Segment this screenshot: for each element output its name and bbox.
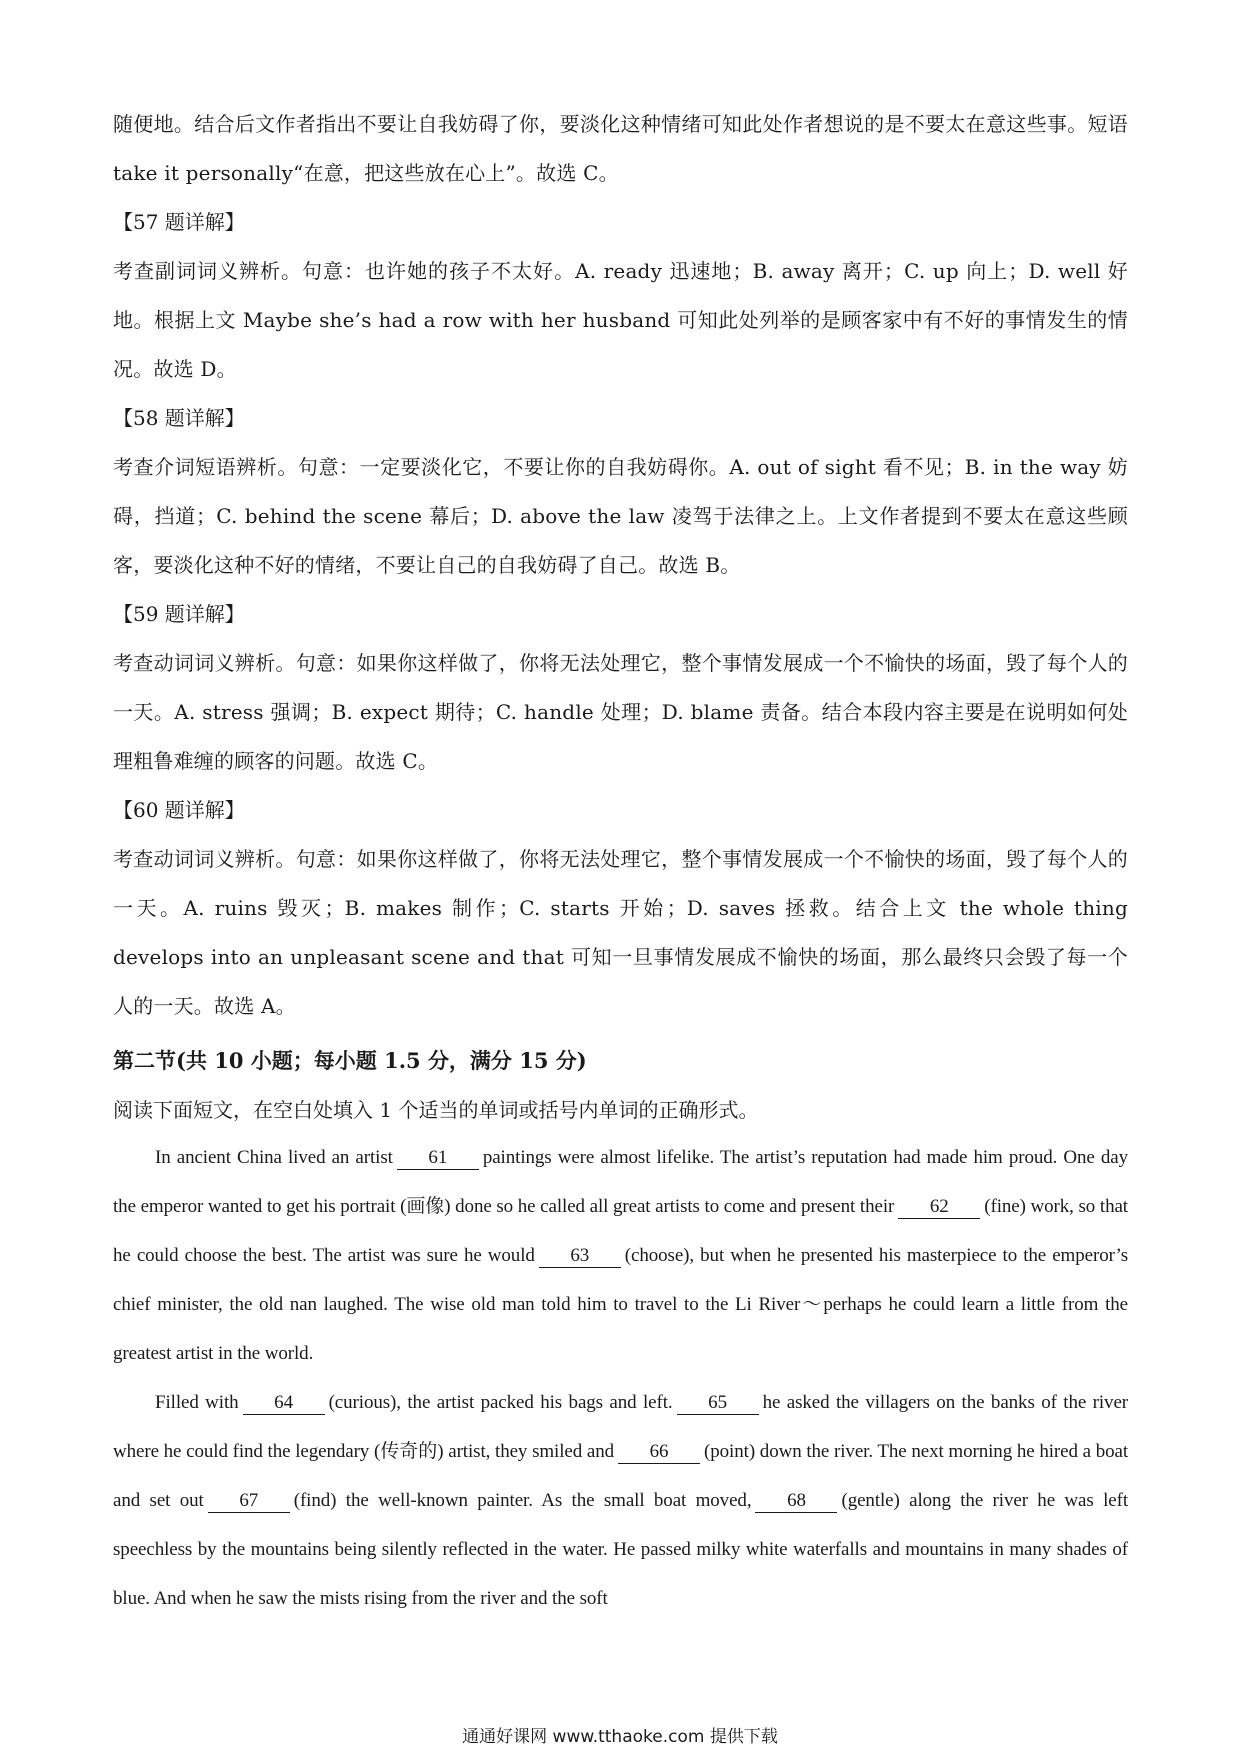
passage-text: In ancient China lived an artist xyxy=(155,1147,393,1168)
passage-text: (choose), but when he presented his masterpiece to the emperor’s chief minister, the old nan laughed. The wise old man told him to travel to the Li River～perhaps he could learn a little from the greatest artist in the world. xyxy=(113,1245,1128,1364)
passage-text: he asked the villagers on the banks of the river where he could find the legendary (传奇的) artist, they smiled and xyxy=(113,1392,1128,1462)
passage-text: (point) down the river. The next morning he hired a boat and set out xyxy=(113,1441,1129,1511)
passage-paragraph-1 xyxy=(113,1133,1128,1378)
section-title: 第二节(共 10 小题；每小题 1.5 分，满分 15 分) xyxy=(113,1048,587,1073)
q57-explanation: 考查副词词义辨析。句意：也许她的孩子不太好。A. ready 迅速地；B. away 离开；C. up 向上；D. well 好地。根据上文 Maybe she’s had a row with her husband 可知此处列举的是顾客家中有不好的事情发生的情况。故选 D。 xyxy=(113,259,1128,381)
document-page xyxy=(113,100,1128,1623)
passage-paragraph-2 xyxy=(113,1378,1128,1623)
passage-text: (gentle) along the river he was left speechless by the mountains being silently reflected in the water. He passed milky white waterfalls and mountains in many shades of blue. And when he saw the mists rising from the river and the soft xyxy=(113,1490,1128,1609)
blank-61: 61 xyxy=(397,1147,479,1170)
passage-text: paintings were almost lifelike. The artist’s reputation had made him proud. One day the emperor wanted to get his portrait (画像) done so he called all great artists to come and present their xyxy=(113,1147,1128,1217)
q59-heading: 【59 题详解】 xyxy=(113,602,245,626)
passage-text: Filled with xyxy=(155,1392,239,1413)
blank-67: 67 xyxy=(208,1490,290,1513)
q58-explanation: 考查介词短语辨析。句意：一定要淡化它，不要让你的自我妨碍你。A. out of sight 看不见；B. in the way 妨碍，挡道；C. behind the scene 幕后；D. above the law 凌驾于法律之上。上文作者提到不要太在意这些顾客，要淡化这种不好的情绪，不要让自己的自我妨碍了自己。故选 B。 xyxy=(113,455,1128,577)
passage-text: (find) the well-known painter. As the small boat moved, xyxy=(293,1490,752,1511)
q59-explanation: 考查动词词义辨析。句意：如果你这样做了，你将无法处理它，整个事情发展成一个不愉快的场面，毁了每个人的一天。A. stress 强调；B. expect 期待；C. handle 处理；D. blame 责备。结合本段内容主要是在说明如何处理粗鲁难缠的顾客的问题。故选 C。 xyxy=(113,651,1128,773)
blank-62: 62 xyxy=(898,1196,980,1219)
blank-63: 63 xyxy=(539,1245,621,1268)
q57-heading: 【57 题详解】 xyxy=(113,210,245,234)
footer-watermark: 通通好课网 www.tthaoke.com 提供下载 xyxy=(462,1727,778,1747)
blank-66: 66 xyxy=(618,1441,700,1464)
q60-heading: 【60 题详解】 xyxy=(113,798,245,822)
section-instruction: 阅读下面短文，在空白处填入 1 个适当的单词或括号内单词的正确形式。 xyxy=(113,1098,759,1122)
blank-64: 64 xyxy=(243,1392,325,1415)
blank-65: 65 xyxy=(677,1392,759,1415)
q56-explanation-tail: 随便地。结合后文作者指出不要让自我妨碍了你，要淡化这种情绪可知此处作者想说的是不要太在意这些事。短语 take it personally“在意，把这些放在心上”。故选 C。 xyxy=(113,112,1128,185)
blank-68: 68 xyxy=(755,1490,837,1513)
q58-heading: 【58 题详解】 xyxy=(113,406,245,430)
passage-text: (fine) work, so that he could choose the best. The artist was sure he would xyxy=(113,1196,1128,1266)
passage-text: (curious), the artist packed his bags and left. xyxy=(328,1392,673,1413)
q60-explanation: 考查动词词义辨析。句意：如果你这样做了，你将无法处理它，整个事情发展成一个不愉快的场面，毁了每个人的一天。A. ruins 毁灭；B. makes 制作；C. starts 开始；D. saves 拯救。结合上文 the whole thing develops into an unpleasant scene and that 可知一旦事情发展成不愉快的场面，那么最终只会毁了每一个人的一天。故选 A。 xyxy=(113,847,1128,1018)
